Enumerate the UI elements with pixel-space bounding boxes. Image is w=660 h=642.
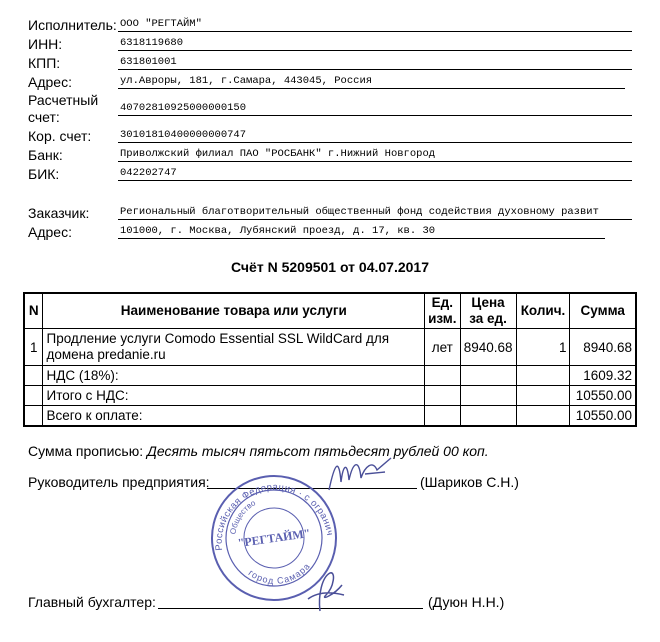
pay-empty-price bbox=[460, 406, 516, 426]
pay-label: Всего к оплате: bbox=[43, 406, 425, 426]
col-unit-header-line1: Ед. bbox=[431, 295, 453, 310]
seal-center-text: "РЕГТАЙМ" bbox=[236, 525, 312, 551]
inn-value: 6318119680 bbox=[118, 37, 632, 51]
total-empty-unit bbox=[425, 386, 460, 406]
total-row bbox=[24, 386, 636, 406]
bik-value: 042202747 bbox=[118, 167, 632, 181]
row-name-line1: Продление услуги Comodo Essential SSL WildCard для bbox=[46, 331, 390, 346]
accountant-name: (Дуюн Н.Н.) bbox=[428, 594, 505, 610]
seal-city-text: город Самара bbox=[246, 560, 313, 586]
vat-empty-qty bbox=[516, 366, 570, 386]
total-empty-price bbox=[460, 386, 516, 406]
total-value: 10550.00 bbox=[570, 386, 636, 406]
customer-address-label: Адрес: bbox=[28, 224, 72, 240]
kpp-value: 631801001 bbox=[118, 56, 632, 70]
vat-value: 1609.32 bbox=[570, 366, 636, 386]
inn-label: ИНН: bbox=[28, 36, 63, 52]
pay-empty-n bbox=[24, 406, 43, 426]
col-name-header: Наименование товара или услуги bbox=[43, 293, 425, 329]
total-empty-n bbox=[24, 386, 43, 406]
row-n: 1 bbox=[24, 329, 43, 366]
account-label-line2: счет: bbox=[28, 109, 60, 125]
seal-outer-text: Российская Федерация · с ограниченной bbox=[213, 481, 336, 552]
row-price: 8940.68 bbox=[460, 329, 516, 366]
row-name bbox=[43, 329, 425, 366]
account-label-line1: Расчетный bbox=[28, 92, 99, 108]
col-unit-header bbox=[425, 293, 460, 329]
director-name: (Шариков С.Н.) bbox=[420, 474, 519, 490]
col-price-header-line2: за ед. bbox=[469, 311, 507, 326]
seller-address-label: Адрес: bbox=[28, 74, 72, 90]
executor-value: ООО "РЕГТАЙМ" bbox=[118, 18, 632, 32]
amount-words-label: Сумма прописью: bbox=[28, 443, 144, 459]
bank-label: Банк: bbox=[28, 147, 63, 163]
pay-row bbox=[24, 406, 636, 426]
col-n-header: N bbox=[24, 293, 43, 329]
accountant-label: Главный бухгалтер: bbox=[28, 594, 156, 610]
row-name-line2: домена predanie.ru bbox=[46, 347, 166, 362]
row-unit: лет bbox=[425, 329, 460, 366]
account-value: 40702810925000000150 bbox=[118, 102, 632, 116]
corr-account-label: Кор. счет: bbox=[28, 128, 92, 144]
row-qty: 1 bbox=[516, 329, 570, 366]
pay-empty-unit bbox=[425, 406, 460, 426]
vat-empty-unit bbox=[425, 366, 460, 386]
amount-words-value: Десять тысяч пятьсот пятьдесят рублей 00 коп. bbox=[147, 443, 489, 459]
bank-value: Приволжский филиал ПАО "РОСБАНК" г.Нижний Новгород bbox=[118, 148, 632, 162]
accountant-signature-scribble bbox=[300, 565, 350, 615]
corr-account-value: 30101810400000000747 bbox=[118, 129, 632, 143]
table-header-row bbox=[24, 293, 636, 329]
pay-value: 10550.00 bbox=[570, 406, 636, 426]
pay-empty-qty bbox=[516, 406, 570, 426]
col-unit-header-line2: изм. bbox=[428, 311, 457, 326]
customer-label: Заказчик: bbox=[28, 205, 90, 221]
director-label: Руководитель предприятия: bbox=[28, 474, 210, 490]
col-sum-header: Сумма bbox=[570, 293, 636, 329]
executor-label: Исполнитель: bbox=[28, 17, 117, 33]
invoice-title: Счёт N 5209501 от 04.07.2017 bbox=[231, 259, 429, 275]
accountant-signature-line bbox=[158, 594, 423, 609]
vat-row bbox=[24, 366, 636, 386]
invoice-table bbox=[23, 292, 637, 427]
table-row bbox=[24, 329, 636, 366]
amount-words bbox=[28, 443, 489, 459]
vat-label: НДС (18%): bbox=[43, 366, 425, 386]
col-price-header bbox=[460, 293, 516, 329]
seal-inner-text: Общество bbox=[228, 498, 258, 536]
col-qty-header: Колич. bbox=[516, 293, 570, 329]
bik-label: БИК: bbox=[28, 166, 60, 182]
vat-empty-n bbox=[24, 366, 43, 386]
seller-address-value: ул.Авроры, 181, г.Самара, 443045, Россия bbox=[118, 75, 625, 89]
col-price-header-line1: Цена bbox=[471, 295, 505, 310]
director-signature-scribble bbox=[325, 452, 395, 496]
kpp-label: КПП: bbox=[28, 55, 61, 71]
vat-empty-price bbox=[460, 366, 516, 386]
customer-name-value: Региональный благотворительный общественный фонд содействия духовному развит bbox=[118, 206, 632, 220]
customer-address-value: 101000, г. Москва, Лубянский проезд, д. 17, кв. 30 bbox=[118, 225, 605, 239]
row-sum: 8940.68 bbox=[570, 329, 636, 366]
total-empty-qty bbox=[516, 386, 570, 406]
total-label: Итого с НДС: bbox=[43, 386, 425, 406]
